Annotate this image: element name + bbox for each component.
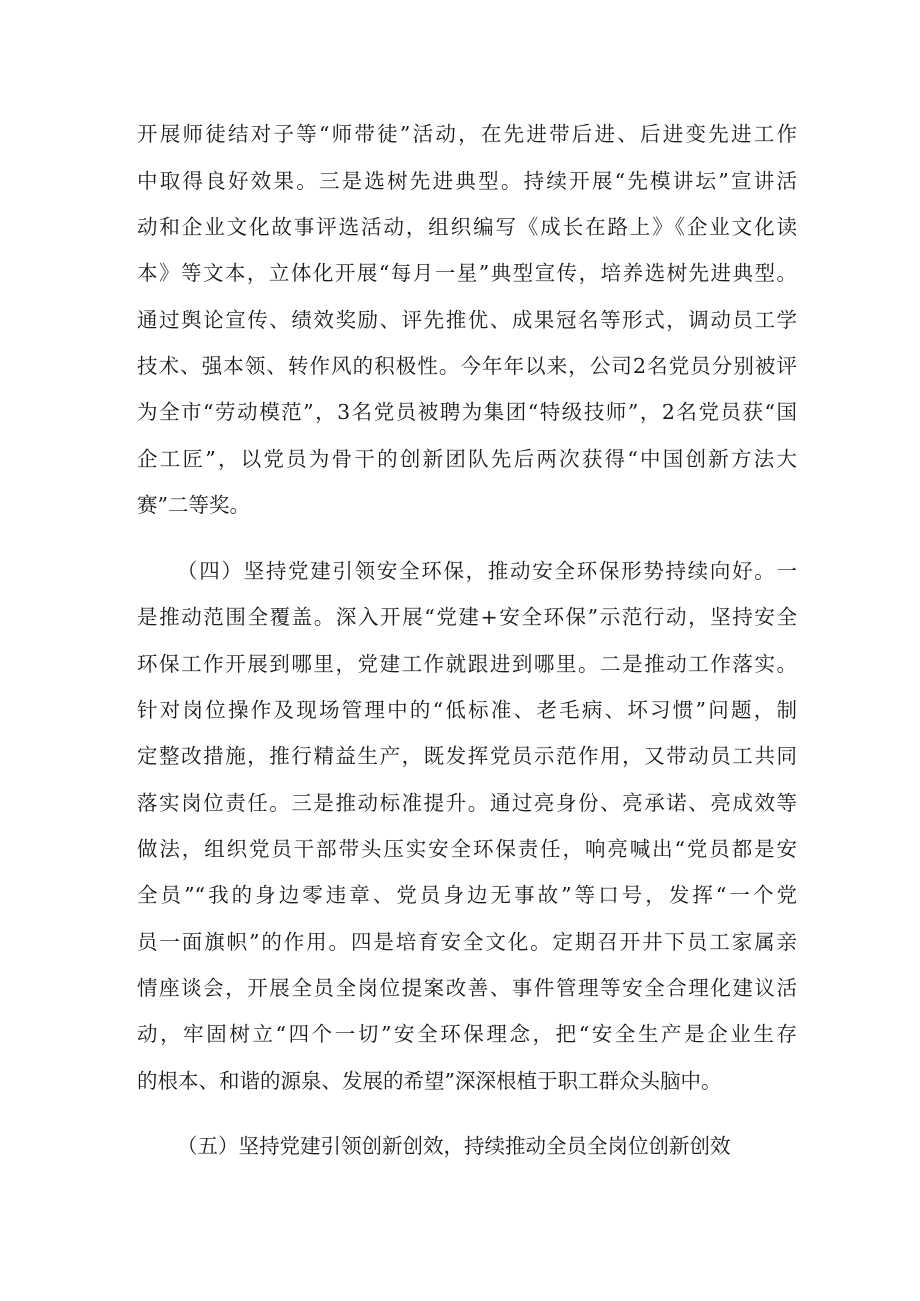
paragraph-line-1: 开展师徒结对子等“师带徒”活动，在先进带后进、后进变先进工作 bbox=[137, 122, 797, 146]
paragraph-line-19: 情座谈会，开展全员全岗位提案改善、事件管理等安全合理化建议活 bbox=[137, 976, 797, 1000]
paragraph-line-17: 全员”“我的身边零违章、党员身边无事故”等口号，发挥“一个党 bbox=[137, 883, 797, 907]
section-five-heading-line: （五）坚持党建引领创新创效，持续推动全员全岗位创新创效 bbox=[177, 1134, 731, 1158]
paragraph-line-2: 中取得良好效果。三是选树先进典型。持续开展“先模讲坛”宣讲活 bbox=[137, 169, 797, 193]
paragraph-line-9: 赛”二等奖。 bbox=[137, 493, 250, 517]
paragraph-line-13: 针对岗位操作及现场管理中的“低标准、老毛病、坏习惯”问题，制 bbox=[137, 698, 797, 722]
paragraph-line-4: 本》等文本，立体化开展“每月一星”典型宣传，培养选树先进典型。 bbox=[137, 261, 797, 285]
paragraph-line-7: 为全市“劳动模范”，3名党员被聘为集团“特级技师”，2名党员获“国 bbox=[137, 400, 797, 424]
paragraph-line-16: 做法，组织党员干部带头压实安全环保责任，响亮喊出“党员都是安 bbox=[137, 837, 797, 861]
paragraph-line-14: 定整改措施，推行精益生产，既发挥党员示范作用，又带动员工共同 bbox=[137, 744, 797, 768]
paragraph-line-8: 企工匠”，以党员为骨干的创新团队先后两次获得“中国创新方法大 bbox=[137, 447, 797, 471]
section-four-heading-line: （四）坚持党建引领安全环保，推动安全环保形势持续向好。一 bbox=[177, 559, 797, 583]
paragraph-line-18: 员一面旗帜”的作用。四是培育安全文化。定期召开井下员工家属亲 bbox=[137, 930, 797, 954]
paragraph-line-21: 的根本、和谐的源泉、发展的希望”深深根植于职工群众头脑中。 bbox=[137, 1069, 722, 1093]
paragraph-line-15: 落实岗位责任。三是推动标准提升。通过亮身份、亮承诺、亮成效等 bbox=[137, 791, 797, 815]
paragraph-line-12: 环保工作开展到哪里，党建工作就跟进到哪里。二是推动工作落实。 bbox=[137, 652, 797, 676]
paragraph-line-6: 技术、强本领、转作风的积极性。今年年以来，公司2名党员分别被评 bbox=[137, 354, 797, 378]
paragraph-line-11: 是推动范围全覆盖。深入开展“党建+安全环保”示范行动，坚持安全 bbox=[137, 605, 797, 629]
paragraph-line-5: 通过舆论宣传、绩效奖励、评先推优、成果冠名等形式，调动员工学 bbox=[137, 308, 797, 332]
paragraph-line-3: 动和企业文化故事评选活动，组织编写《成长在路上》《企业文化读 bbox=[137, 215, 797, 239]
paragraph-line-20: 动，牢固树立“四个一切”安全环保理念，把“安全生产是企业生存 bbox=[137, 1022, 797, 1046]
